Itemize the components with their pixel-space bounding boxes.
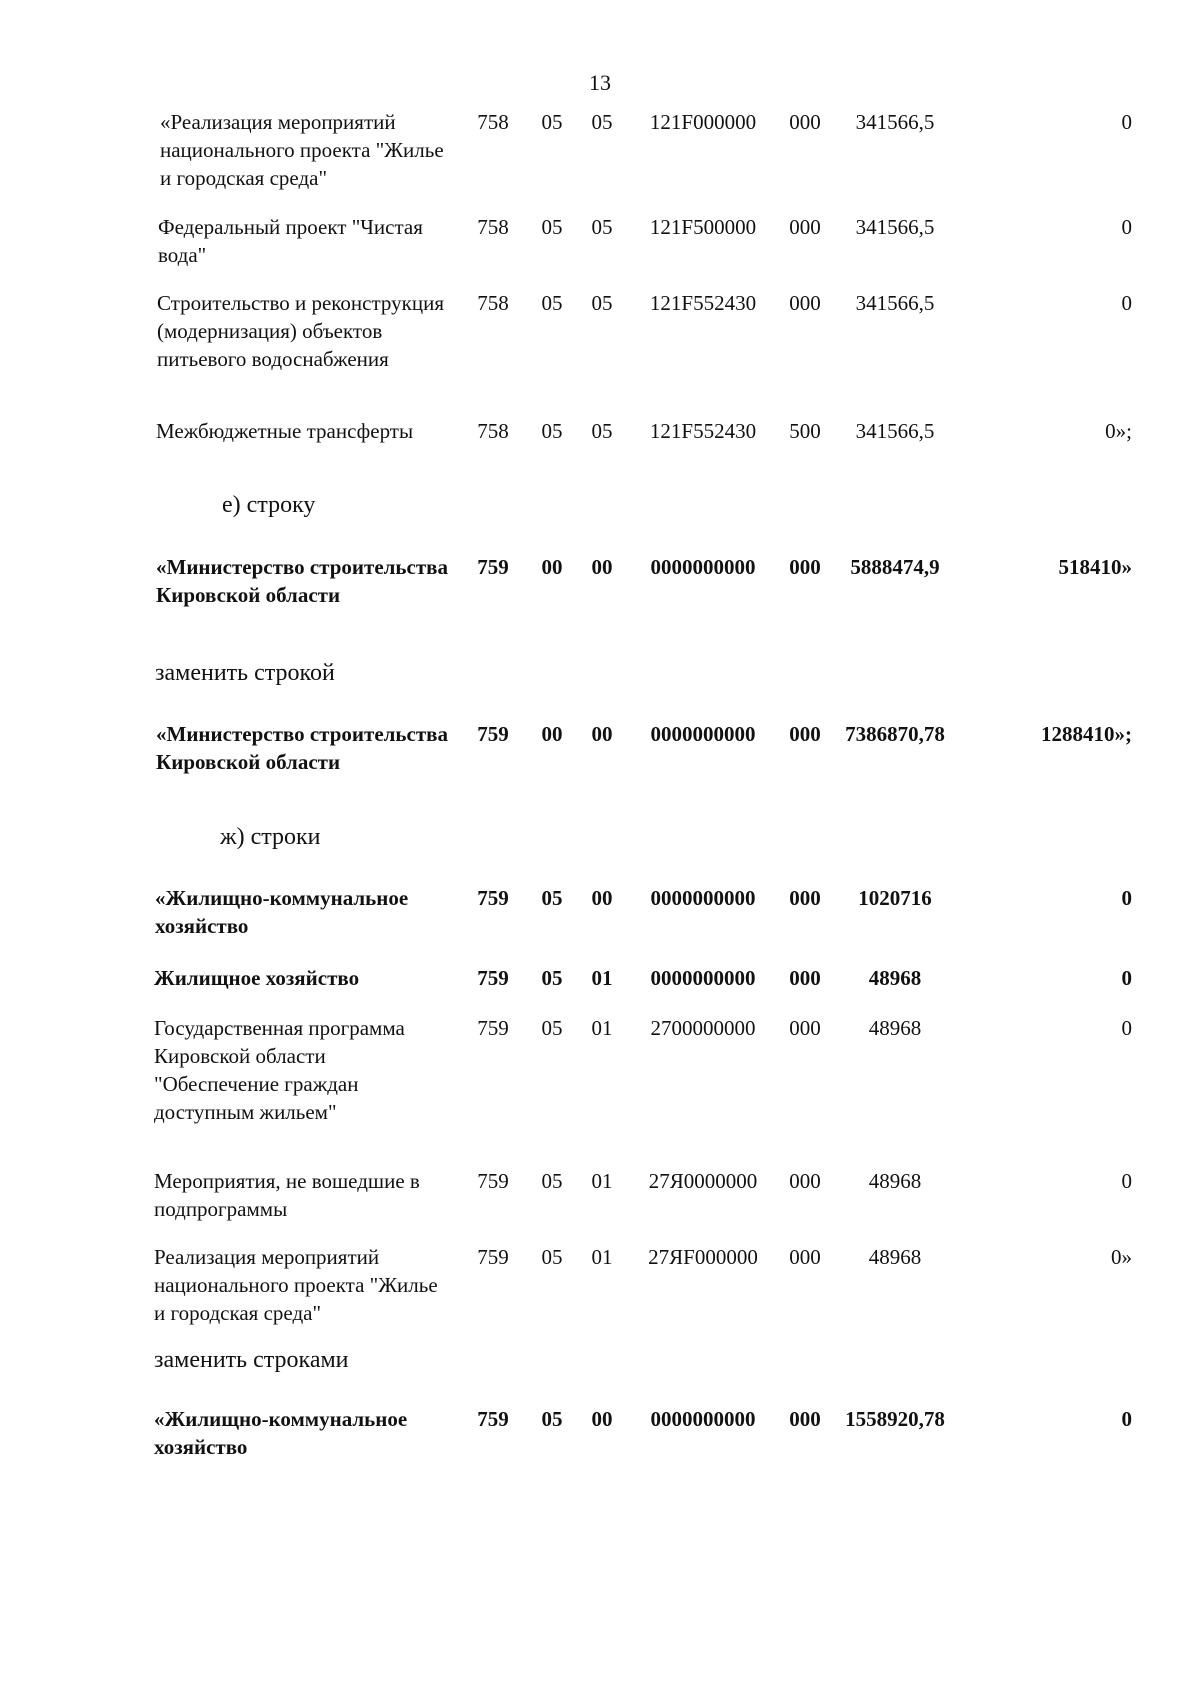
code-section: 05 — [541, 1245, 563, 1269]
amount-year-1: 48968 — [868, 1016, 922, 1040]
row-name: Федеральный проект "Чистая вода" — [158, 215, 423, 267]
code-admin: 758 — [477, 291, 509, 315]
code-expense-type: 000 — [789, 1016, 821, 1040]
code-subsection: 01 — [591, 1169, 613, 1193]
code-target: 121F552430 — [649, 291, 757, 315]
code-admin: 759 — [477, 555, 509, 579]
amount-year-2: 0 — [1121, 1016, 1132, 1040]
code-section: 00 — [541, 722, 563, 746]
amount-year-1: 341566,5 — [855, 419, 935, 443]
code-subsection: 05 — [591, 215, 613, 239]
code-section: 00 — [541, 555, 563, 579]
code-subsection: 01 — [591, 1245, 613, 1269]
code-target: 27ЯF000000 — [648, 1245, 758, 1269]
code-section: 05 — [541, 110, 563, 134]
amount-year-2: 0 — [1121, 215, 1132, 239]
code-expense-type: 500 — [789, 419, 821, 443]
code-target: 2700000000 — [650, 1016, 756, 1040]
code-subsection: 05 — [591, 291, 613, 315]
code-admin: 758 — [477, 419, 509, 443]
code-target: 121F552430 — [649, 419, 757, 443]
amount-year-1: 48968 — [868, 966, 922, 990]
code-admin: 759 — [477, 886, 509, 910]
code-target: 0000000000 — [650, 555, 756, 579]
row-name: «Жилищно-коммунальное хозяйство — [155, 886, 409, 938]
code-target: 0000000000 — [650, 886, 756, 910]
code-admin: 759 — [477, 1407, 509, 1431]
amount-year-1: 1558920,78 — [845, 1407, 945, 1431]
amount-year-2: 0 — [1121, 966, 1132, 990]
amount-year-2: 0 — [1121, 291, 1132, 315]
code-subsection: 01 — [591, 1016, 613, 1040]
amendment-instruction: заменить строками — [154, 1347, 349, 1373]
code-admin: 759 — [477, 1169, 509, 1193]
amount-year-1: 48968 — [868, 1169, 922, 1193]
code-target: 0000000000 — [650, 1407, 756, 1431]
code-section: 05 — [541, 1169, 563, 1193]
row-name: Государственная программа Кировской области "Обеспечение граждан доступным жильем" — [154, 1016, 405, 1124]
code-subsection: 00 — [591, 722, 613, 746]
code-subsection: 05 — [591, 110, 613, 134]
code-admin: 758 — [477, 215, 509, 239]
amount-year-2: 518410» — [1058, 555, 1132, 579]
amount-year-1: 341566,5 — [855, 215, 935, 239]
amount-year-2: 0 — [1121, 1169, 1132, 1193]
code-expense-type: 000 — [789, 110, 821, 134]
code-admin: 759 — [477, 1016, 509, 1040]
code-section: 05 — [541, 1407, 563, 1431]
code-subsection: 05 — [591, 419, 613, 443]
code-subsection: 00 — [591, 886, 613, 910]
code-target: 121F500000 — [649, 215, 757, 239]
amount-year-2: 0» — [1111, 1245, 1132, 1269]
code-admin: 759 — [477, 1245, 509, 1269]
amount-year-2: 0 — [1121, 886, 1132, 910]
code-section: 05 — [541, 419, 563, 443]
row-name: Мероприятия, не вошедшие в подпрограммы — [154, 1169, 420, 1221]
code-subsection: 01 — [591, 966, 613, 990]
amount-year-1: 7386870,78 — [845, 722, 945, 746]
code-expense-type: 000 — [789, 215, 821, 239]
row-name: «Реализация мероприятий национального проекта "Жилье и городская среда" — [160, 110, 444, 190]
row-name: Реализация мероприятий национального проекта "Жилье и городская среда" — [154, 1245, 438, 1325]
code-section: 05 — [541, 215, 563, 239]
code-expense-type: 000 — [789, 722, 821, 746]
code-admin: 759 — [477, 966, 509, 990]
code-subsection: 00 — [591, 1407, 613, 1431]
code-section: 05 — [541, 1016, 563, 1040]
amount-year-2: 0 — [1121, 110, 1132, 134]
code-section: 05 — [541, 966, 563, 990]
code-admin: 758 — [477, 110, 509, 134]
amendment-instruction: ж) строки — [220, 824, 321, 850]
code-expense-type: 000 — [789, 291, 821, 315]
code-expense-type: 000 — [789, 966, 821, 990]
amendment-instruction: заменить строкой — [155, 660, 335, 686]
amount-year-1: 341566,5 — [855, 291, 935, 315]
code-target: 27Я0000000 — [648, 1169, 758, 1193]
amount-year-1: 5888474,9 — [850, 555, 940, 579]
row-name: Строительство и реконструкция (модернизация) объектов питьевого водоснабжения — [157, 291, 444, 371]
row-name: «Жилищно-коммунальное хозяйство — [154, 1407, 408, 1459]
row-name: «Министерство строительства Кировской области — [156, 555, 449, 607]
code-expense-type: 000 — [789, 555, 821, 579]
amendment-instruction: е) строку — [222, 492, 316, 518]
amount-year-2: 1288410»; — [1041, 722, 1132, 746]
code-target: 121F000000 — [649, 110, 757, 134]
code-expense-type: 000 — [789, 1169, 821, 1193]
row-name: «Министерство строительства Кировской области — [156, 722, 449, 774]
amount-year-1: 1020716 — [858, 886, 932, 910]
row-name: Межбюджетные трансферты — [156, 419, 414, 443]
amount-year-1: 48968 — [868, 1245, 922, 1269]
code-expense-type: 000 — [789, 886, 821, 910]
code-expense-type: 000 — [789, 1245, 821, 1269]
row-name: Жилищное хозяйство — [154, 966, 360, 990]
code-expense-type: 000 — [789, 1407, 821, 1431]
amount-year-2: 0»; — [1105, 419, 1132, 443]
code-subsection: 00 — [591, 555, 613, 579]
code-admin: 759 — [477, 722, 509, 746]
page-number: 13 — [589, 70, 611, 95]
code-section: 05 — [541, 291, 563, 315]
code-target: 0000000000 — [650, 966, 756, 990]
code-target: 0000000000 — [650, 722, 756, 746]
code-section: 05 — [541, 886, 563, 910]
amount-year-1: 341566,5 — [855, 110, 935, 134]
amount-year-2: 0 — [1121, 1407, 1132, 1431]
